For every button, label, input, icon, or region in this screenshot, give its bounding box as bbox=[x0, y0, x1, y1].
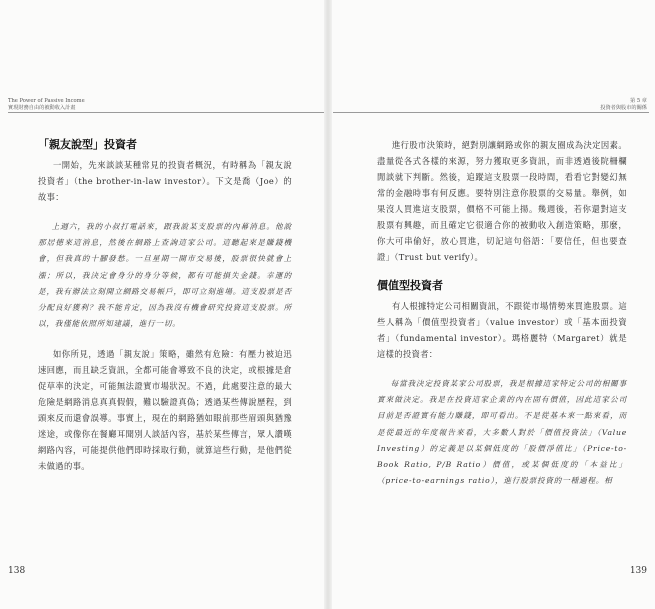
header-rule-left bbox=[8, 112, 324, 113]
section-title-brother-in-law: 「親友說型」投資者 bbox=[38, 138, 137, 151]
right-page-content bbox=[377, 121, 627, 503]
running-head-right bbox=[600, 98, 647, 111]
running-head-chapter: 第 5 章 bbox=[630, 98, 647, 104]
left-paragraph-2: 如你所見，透過「親友說」策略，雖然有危險：有壓力被迫迅速回應，而且缺乏資訊，全都可能會導致不良的決定，或根據是倉促草率的決定，可能無法證實市場狀況。不過，此處要注意的最大危險是網路消息真真假假，難以驗證真偽；透過某些傳說歷程，到頭來反而還會誤導。事實上，現在的網路猶如眼前那些眉頭與猶豫迷途，或像你在餐廳耳聞別人談話內容，基於某些傳言，眾人讚嘆網路內容，可能提供他們即時採取行動，就算這些行動，是他們從未做過的事。 bbox=[38, 349, 292, 472]
right-quote-block: 每當我決定投資某家公司股票，我是根據這家特定公司的相關事實來做決定。我是在投資這家企業的內在固有價值，因此這家公司目前是否證實有能力賺錢，即可看出。不是從基本來一點來看，而是從最近的年度報告來看，大多數人對於「價值投資法」（Value Investing）的定義是以某個低度的「股價淨值比」（Price-to-Book Ratio, P/B Ratio）價值，或某個低度的「本益比」（price-to-earnings ratio），進行股票投資的一種過程。相 bbox=[377, 379, 627, 486]
page-number-left: 138 bbox=[8, 566, 26, 576]
header-rule-right bbox=[333, 112, 649, 113]
running-head-left bbox=[8, 98, 85, 111]
running-head-english: The Power of Passive Income bbox=[8, 98, 85, 104]
left-page bbox=[0, 0, 326, 609]
page-number-right: 139 bbox=[629, 566, 647, 576]
section-title-value-investor: 價值型投資者 bbox=[377, 279, 443, 292]
left-quote-block: 上週六，我的小叔打電話來，跟我說某支股票的內幕消息。他說那居德來這消息，然後在網路上查詢這家公司。這聽起來是賺錢機會，但我真的十腳發愁。一旦星期一開市交易後，股票很快就會上漲；所以，我決定會身分的身分等候，都有可能損失金錢。幸運的是，我有辦法立刻開立網路交易帳戶，即可立刻進場。這支股票是否分配良好獲利？我不能肯定，因為我沒有機會研究投資這支股票。所以，我僅能依照所知建議，進行一切。 bbox=[38, 222, 292, 329]
left-page-content bbox=[38, 121, 292, 474]
left-paragraph-1: 一開始，先來談談某種常見的投資者概況，有時稱為「親友說投資者」（the brother-in-law investor）。下文是喬（Joe）的故事： bbox=[38, 160, 292, 202]
right-paragraph-2: 有人根據特定公司相關資訊，不跟從市場情勢來買進股票。這些人稱為「價值型投資者」（value investor）或「基本面投資者」（fundamental investor）。瑪格麗特（Margaret）就是這樣的投資者： bbox=[377, 301, 627, 359]
running-head-chinese: 實現財務自由的被動收入計畫 bbox=[8, 104, 76, 111]
right-page bbox=[329, 0, 655, 609]
right-paragraph-1: 進行股市決策時，絕對別讓網路或你的親友圈成為決定因素。盡量從各式各樣的來源，努力獲取更多資訊，而非透過後院柵欄閒談就下判斷。然後，追蹤這支股票一段時間，看看它對變幻無常的金融時事有何反應。要特別注意你股票的交易量。舉例，如果沒人買進這支股票，價格不可能上揚。幾週後，若你還對這支股票有興趣，而且確定它很適合你的被動收入創造策略，那麼，你大可串偷好，放心買進，切記這句俗語：「要信任，但也要查證」（Trust but verify）。 bbox=[377, 140, 627, 262]
running-head-title: 投資者與股市的關係 bbox=[600, 104, 647, 111]
